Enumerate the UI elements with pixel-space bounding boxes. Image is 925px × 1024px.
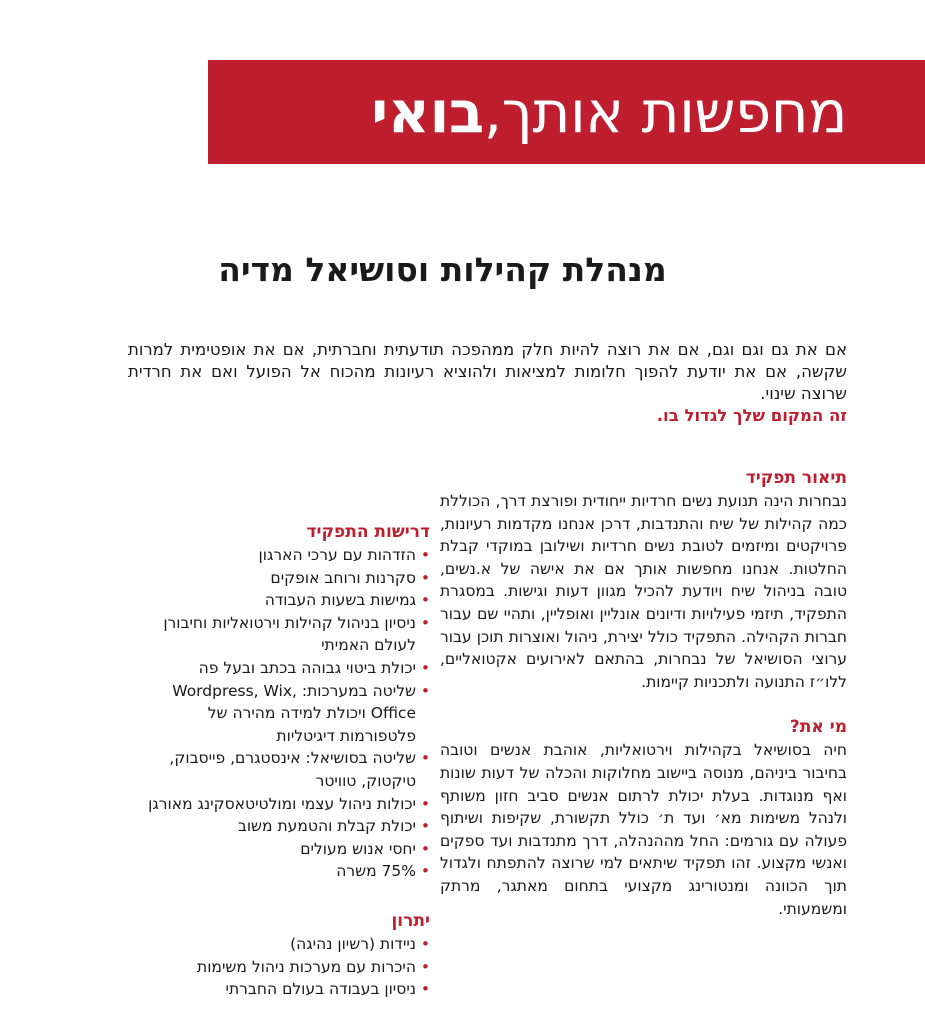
- list-item: • שליטה במערכות: ,Wordpress, Wix Office ויכולת למידה מהירה של פלטפורמות דיגיטליות: [130, 680, 430, 748]
- list-item: • ניידות (רשיון נהיגה): [130, 933, 430, 956]
- left-column: [130, 520, 430, 1001]
- list-item: • יכולת קבלת והטמעת משוב: [130, 815, 430, 838]
- banner-title-light: מחפשות אותך,: [483, 78, 847, 146]
- advantage-section: [130, 909, 430, 1001]
- list-item: • יכולות ניהול עצמי ומולטיטאסקינג מאורגן: [130, 793, 430, 816]
- list-item: • 75% משרה: [130, 860, 430, 883]
- role-description-heading: תיאור תפקיד: [745, 468, 847, 488]
- right-column: [440, 466, 847, 920]
- list-item: • ניסיון בניהול קהילות וירטואליות וחיבורן לעולם האמיתי: [130, 612, 430, 657]
- requirements-heading: דרישות התפקיד: [306, 522, 430, 542]
- requirements-list: [130, 544, 430, 883]
- title-banner: [208, 60, 925, 164]
- job-title: מנהלת קהילות וסושיאל מדיה: [218, 250, 667, 289]
- who-are-you-section: [440, 715, 847, 920]
- who-are-you-heading: מי את?: [789, 717, 847, 738]
- banner-title-bold: בואי: [371, 78, 484, 146]
- list-item: • סקרנות ורוחב אופקים: [130, 567, 430, 590]
- list-item: • הזדהות עם ערכי הארגון: [130, 544, 430, 567]
- advantage-list: [130, 933, 430, 1001]
- requirements-section: [130, 520, 430, 883]
- list-item: • יחסי אנוש מעולים: [130, 838, 430, 861]
- intro-section: [128, 339, 847, 427]
- intro-paragraph: אם את גם וגם וגם, אם את רוצה להיות חלק ממהפכה תודעתית וחברתית, אם את אופטימית למרות שקשה, אם את יודעת להפוך חלומות למציאות ולהוציא רעיונות מהכוח אל הפועל ואם את חרדית שרוצה שינוי.: [128, 340, 847, 403]
- role-description-section: [440, 466, 847, 693]
- list-item: • שליטה בסושיאל: אינסטגרם, פייסבוק, טיקטוק, טוויטר: [130, 747, 430, 792]
- list-item: • גמישות בשעות העבודה: [130, 589, 430, 612]
- list-item: • יכולת ביטוי גבוהה בכתב ובעל פה: [130, 657, 430, 680]
- list-item: • היכרות עם מערכות ניהול משימות: [130, 956, 430, 979]
- list-item: • ניסיון בעבודה בעולם החברתי: [130, 978, 430, 1001]
- who-are-you-text: חיה בסושיאל בקהילות וירטואליות, אוהבת אנשים וטובה בחיבור ביניהם, מנוסה ביישוב מחלוקות והכלה של דעות שונות ואף מנוגדות. בעלת יכולת לרתום אנשים סביב חזון משותף ולנהל משימות מא׳ ועד ת׳ כולל תקשורת, שקיפות ושיתוף פעולה עם גורמים: החל מההנהלה, דרך מתנדבות ועד ספקים ואנשי מקצוע. זהו תפקיד שיתאים למי שרוצה להתפתח ולגדול תוך הכוונה ומנטורינג מקצועי בתחום מאתגר, מרתק ומשמעותי.: [440, 741, 847, 918]
- advantage-heading: יתרון: [391, 910, 430, 931]
- intro-highlight: זה המקום שלך לגדול בו.: [656, 406, 847, 425]
- role-description-text: נבחרות הינה תנועת נשים חרדיות ייחודית ופורצת דרך, הכוללת כמה קהילות של שיח והתנדבות, דרכן אנחנו מקדמות רעיונות, פרויקטים ומיזמים לטובת נשים חרדיות ושילובן במוקדי קבלת החלטות. אנחנו מחפשות אותך אם את אישה של א.נשים, טובה בניהול שיח ויודעת להכיל מגוון דעות וגישות. במסגרת התפקיד, תיזמי פעילויות ודיונים אונליין ואופליין, ותהיי שם עבור חברות הקהילה. התפקיד כולל יצירת, ניהול ואוצרות תוכן עבור ערוצי הסושיאל של נבחרות, בהתאם לאירועים אקטואליים, ללו״ז התנועה ולתכניות קיימות.: [440, 492, 847, 691]
